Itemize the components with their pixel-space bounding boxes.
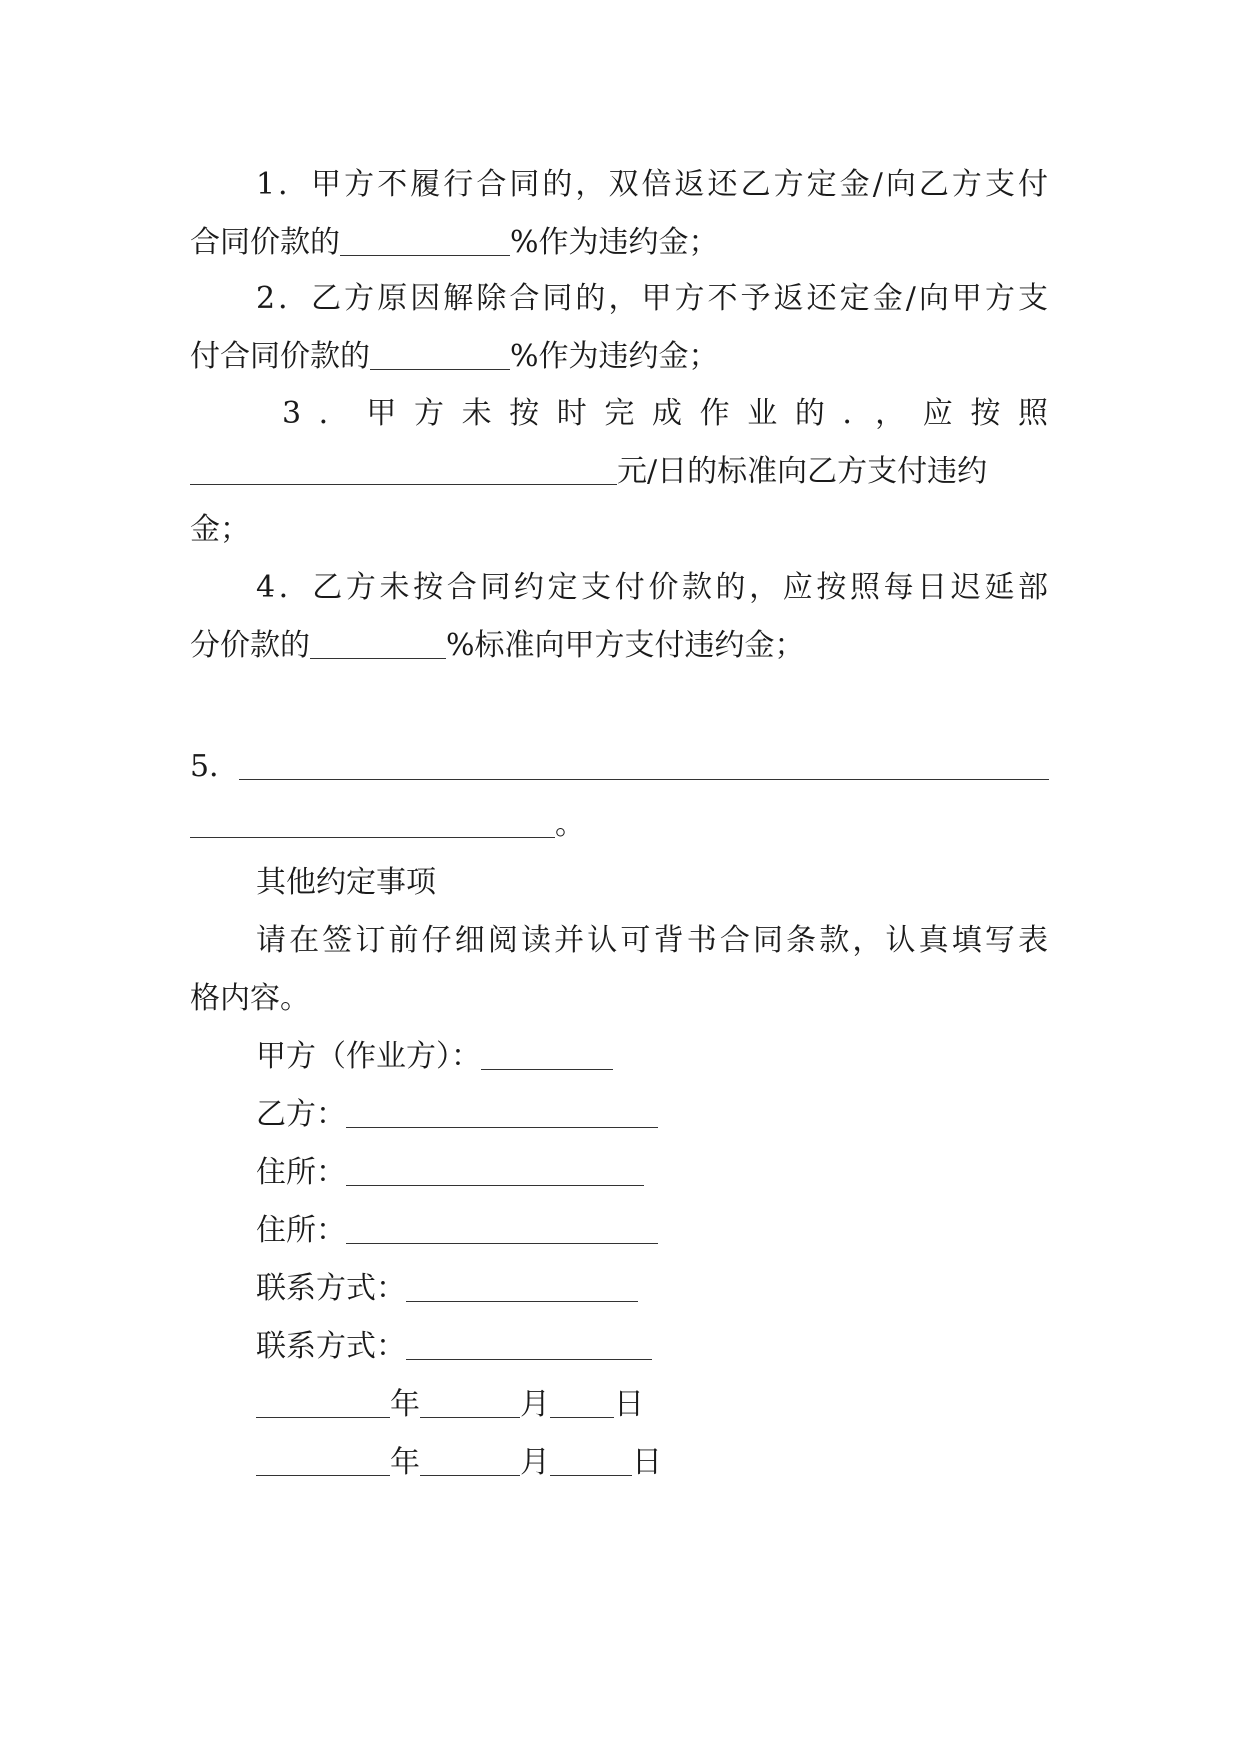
clause-3-suffix: 元/日的标准向乙方支付违约: [617, 454, 988, 489]
date-2-day-label: 日: [632, 1445, 662, 1480]
date-1-year-blank[interactable]: [256, 1391, 390, 1418]
clause-1-prefix: 合同价款的: [190, 225, 340, 260]
clause-4-prefix: 分价款的: [190, 628, 310, 663]
clause-3-line-2: [190, 450, 1048, 494]
party-a-label: 甲方（作业方）：: [256, 1039, 481, 1074]
clause-5-blank-1[interactable]: [239, 753, 1049, 780]
date-1-day-label: 日: [614, 1387, 644, 1422]
date-2-month-label: 月: [520, 1445, 550, 1480]
party-a-blank[interactable]: [481, 1043, 613, 1070]
date-row-2: [256, 1441, 1048, 1485]
address-b-blank[interactable]: [346, 1217, 658, 1244]
contact-a-row: [256, 1267, 1048, 1311]
date-1-year-label: 年: [390, 1387, 420, 1422]
other-matters-heading: 其他约定事项: [256, 865, 436, 900]
clause-2-line-1: 2．乙方原因解除合同的，甲方不予返还定金/向甲方支: [256, 281, 1048, 316]
clause-2-line-2: [190, 335, 1048, 379]
clause-4-blank[interactable]: [310, 632, 446, 659]
date-2-year-label: 年: [390, 1445, 420, 1480]
date-1-month-blank[interactable]: [420, 1391, 520, 1418]
clause-2-blank[interactable]: [370, 343, 510, 370]
clause-1-suffix: %作为违约金；: [510, 225, 719, 260]
clause-2-suffix: %作为违约金；: [510, 339, 719, 374]
date-2-month-blank[interactable]: [420, 1449, 520, 1476]
party-b-blank[interactable]: [346, 1101, 658, 1128]
clause-5-line-2: [190, 803, 1048, 847]
party-a-row: [256, 1035, 1048, 1079]
clause-1-line-2: [190, 221, 1048, 265]
contact-b-label: 联系方式：: [256, 1329, 406, 1364]
address-a-row: [256, 1151, 1048, 1195]
party-b-label: 乙方：: [256, 1097, 346, 1132]
date-1-month-label: 月: [520, 1387, 550, 1422]
clause-5-end: 。: [555, 807, 585, 842]
contact-b-blank[interactable]: [406, 1333, 652, 1360]
clause-4-line-1: 4．乙方未按合同约定支付价款的，应按照每日迟延部: [256, 570, 1048, 605]
clause-5-line-1: [190, 745, 1048, 789]
date-2-day-blank[interactable]: [550, 1449, 632, 1476]
date-row-1: [256, 1383, 1048, 1427]
date-1-day-blank[interactable]: [550, 1391, 614, 1418]
address-a-blank[interactable]: [346, 1159, 644, 1186]
notice-line-1: 请在签订前仔细阅读并认可背书合同条款，认真填写表: [256, 923, 1048, 958]
clause-3-line-3: 金；: [190, 512, 250, 547]
contact-b-row: [256, 1325, 1048, 1369]
clause-3-line-1: 3．甲方未按时完成作业的．，应按照: [282, 396, 1048, 431]
date-2-year-blank[interactable]: [256, 1449, 390, 1476]
contact-a-label: 联系方式：: [256, 1271, 406, 1306]
contact-a-blank[interactable]: [406, 1275, 638, 1302]
address-a-label: 住所：: [256, 1155, 346, 1190]
clause-1-blank[interactable]: [340, 229, 510, 256]
clause-4-line-2: [190, 624, 1048, 668]
clause-4-suffix: %标准向甲方支付违约金；: [446, 628, 805, 663]
address-b-row: [256, 1209, 1048, 1253]
clause-3-blank[interactable]: [190, 458, 617, 485]
address-b-label: 住所：: [256, 1213, 346, 1248]
clause-1-line-1: 1．甲方不履行合同的，双倍返还乙方定金/向乙方支付: [256, 167, 1048, 202]
clause-5-number: 5．: [190, 749, 240, 784]
notice-line-2: 格内容。: [190, 981, 310, 1016]
clause-5-blank-2[interactable]: [190, 811, 555, 838]
clause-2-prefix: 付合同价款的: [190, 339, 370, 374]
party-b-row: [256, 1093, 1048, 1137]
